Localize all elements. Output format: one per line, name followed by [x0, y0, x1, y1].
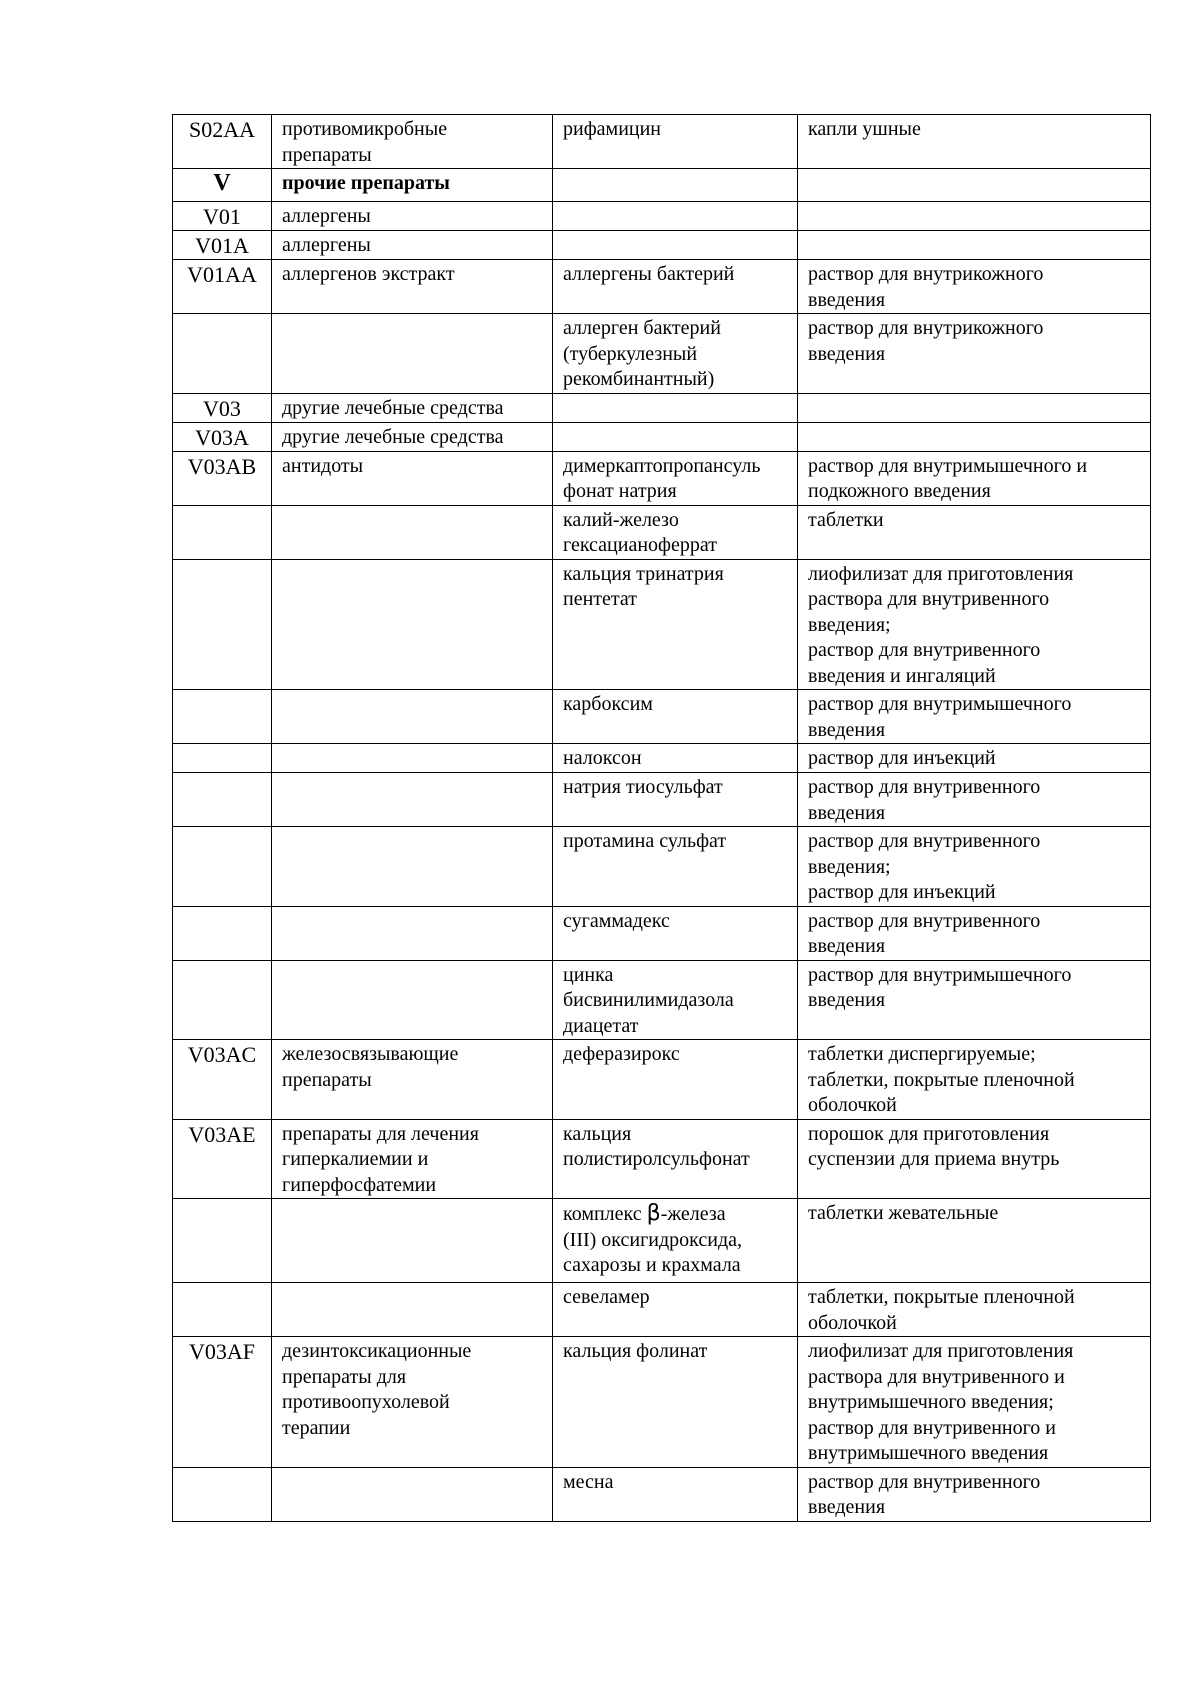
table-row — [173, 1337, 1151, 1468]
atc-code-cell — [173, 559, 272, 690]
anatomical-therapeutic-group-cell: аллергены — [272, 231, 553, 260]
dosage-form-cell: таблетки диспергируемые; таблетки, покрытые пленочной оболочкой — [798, 1040, 1151, 1120]
atc-code-cell: V01A — [173, 231, 272, 260]
drug-name-cell — [553, 202, 798, 231]
drug-name-cell: налоксон — [553, 744, 798, 773]
drug-name-cell: кальция фолинат — [553, 1337, 798, 1468]
anatomical-therapeutic-group-cell — [272, 505, 553, 559]
table-row — [173, 906, 1151, 960]
atc-code-cell — [173, 906, 272, 960]
drug-name-cell — [553, 393, 798, 422]
dosage-form-cell — [798, 169, 1151, 202]
anatomical-therapeutic-group-cell — [272, 773, 553, 827]
atc-code-cell — [173, 505, 272, 559]
table-row — [173, 1467, 1151, 1521]
atc-code-cell — [173, 690, 272, 744]
anatomical-therapeutic-group-cell — [272, 1283, 553, 1337]
drug-name-cell: севеламер — [553, 1283, 798, 1337]
atc-code-cell: V01AA — [173, 260, 272, 314]
table-row — [173, 773, 1151, 827]
anatomical-therapeutic-group-cell: препараты для лечения гиперкалиемии и гиперфосфатемии — [272, 1119, 553, 1199]
dosage-form-cell: таблетки — [798, 505, 1151, 559]
drug-name-text: комплекс — [563, 1203, 647, 1225]
dosage-form-cell: таблетки жевательные — [798, 1199, 1151, 1283]
dosage-form-cell: раствор для внутривенного введения — [798, 1467, 1151, 1521]
dosage-form-cell: раствор для внутрикожного введения — [798, 260, 1151, 314]
anatomical-therapeutic-group-cell: аллергены — [272, 202, 553, 231]
anatomical-therapeutic-group-cell: прочие препараты — [272, 169, 553, 202]
table-row — [173, 314, 1151, 394]
anatomical-therapeutic-group-cell — [272, 744, 553, 773]
drug-name-cell — [553, 422, 798, 451]
dosage-form-cell: раствор для внутримышечного и подкожного введения — [798, 451, 1151, 505]
table-row — [173, 231, 1151, 260]
dosage-form-cell: лиофилизат для приготовления раствора для внутривенного введения; раствор для внутривенного введения и ингаляций — [798, 559, 1151, 690]
drug-name-cell: цинка бисвинилимидазола диацетат — [553, 960, 798, 1040]
atc-code-cell: V03A — [173, 422, 272, 451]
drug-name-cell: кальция полистиролсульфонат — [553, 1119, 798, 1199]
anatomical-therapeutic-group-cell: дезинтоксикационные препараты для противоопухолевой терапии — [272, 1337, 553, 1468]
drug-name-cell: кальция тринатрия пентетат — [553, 559, 798, 690]
anatomical-therapeutic-group-cell — [272, 690, 553, 744]
dosage-form-cell: раствор для внутримышечного введения — [798, 690, 1151, 744]
dosage-form-cell: лиофилизат для приготовления раствора для внутривенного и внутримышечного введения; раствор для внутривенного и внутримышечного введения — [798, 1337, 1151, 1468]
drug-name-cell — [553, 231, 798, 260]
table-row — [173, 690, 1151, 744]
atc-code-cell — [173, 960, 272, 1040]
table-row — [173, 559, 1151, 690]
dosage-form-cell: раствор для внутривенного введения — [798, 906, 1151, 960]
atc-code-cell — [173, 314, 272, 394]
atc-code-cell — [173, 1283, 272, 1337]
table-row — [173, 1283, 1151, 1337]
atc-code-cell: V03AB — [173, 451, 272, 505]
drug-name-cell: рифамицин — [553, 115, 798, 169]
anatomical-therapeutic-group-cell — [272, 1199, 553, 1283]
dosage-form-cell: раствор для внутривенного введения; раствор для инъекций — [798, 827, 1151, 907]
dosage-form-cell: таблетки, покрытые пленочной оболочкой — [798, 1283, 1151, 1337]
anatomical-therapeutic-group-cell — [272, 960, 553, 1040]
table-row — [173, 451, 1151, 505]
atc-code-cell: V03AE — [173, 1119, 272, 1199]
table-row — [173, 505, 1151, 559]
drug-name-cell: калий-железо гексацианоферрат — [553, 505, 798, 559]
anatomical-therapeutic-group-cell — [272, 314, 553, 394]
dosage-form-cell — [798, 393, 1151, 422]
dosage-form-cell: порошок для приготовления суспензии для приема внутрь — [798, 1119, 1151, 1199]
table-row — [173, 260, 1151, 314]
atc-code-cell — [173, 1199, 272, 1283]
anatomical-therapeutic-group-cell: другие лечебные средства — [272, 393, 553, 422]
dosage-form-cell — [798, 202, 1151, 231]
table-row — [173, 960, 1151, 1040]
drug-name-cell: натрия тиосульфат — [553, 773, 798, 827]
drug-classification-table — [172, 114, 1151, 1522]
atc-code-cell: S02AA — [173, 115, 272, 169]
anatomical-therapeutic-group-cell — [272, 906, 553, 960]
anatomical-therapeutic-group-cell: другие лечебные средства — [272, 422, 553, 451]
anatomical-therapeutic-group-cell: антидоты — [272, 451, 553, 505]
drug-name-cell: карбоксим — [553, 690, 798, 744]
dosage-form-cell: раствор для внутримышечного введения — [798, 960, 1151, 1040]
drug-name-cell — [553, 1199, 798, 1283]
table-body — [173, 115, 1151, 1522]
atc-code-cell — [173, 773, 272, 827]
anatomical-therapeutic-group-cell: железосвязывающие препараты — [272, 1040, 553, 1120]
drug-name-cell: димеркаптопропансуль фонат натрия — [553, 451, 798, 505]
drug-name-cell: аллерген бактерий (туберкулезный рекомбинантный) — [553, 314, 798, 394]
anatomical-therapeutic-group-cell — [272, 827, 553, 907]
dosage-form-cell: раствор для внутривенного введения — [798, 773, 1151, 827]
atc-code-cell: V03 — [173, 393, 272, 422]
drug-name-cell — [553, 169, 798, 202]
table-row — [173, 827, 1151, 907]
drug-name-cell: сугаммадекс — [553, 906, 798, 960]
table-row — [173, 1040, 1151, 1120]
dosage-form-cell — [798, 422, 1151, 451]
atc-code-cell — [173, 744, 272, 773]
anatomical-therapeutic-group-cell: противомикробные препараты — [272, 115, 553, 169]
atc-code-cell — [173, 1467, 272, 1521]
atc-code-cell: V03AC — [173, 1040, 272, 1120]
anatomical-therapeutic-group-cell: аллергенов экстракт — [272, 260, 553, 314]
table-row — [173, 202, 1151, 231]
table-row — [173, 393, 1151, 422]
atc-code-cell: V — [173, 169, 272, 202]
table-row — [173, 744, 1151, 773]
table-row — [173, 422, 1151, 451]
anatomical-therapeutic-group-cell — [272, 559, 553, 690]
table-row — [173, 1199, 1151, 1283]
drug-name-cell: аллергены бактерий — [553, 260, 798, 314]
dosage-form-cell: раствор для инъекций — [798, 744, 1151, 773]
table-row — [173, 115, 1151, 169]
drug-name-cell: протамина сульфат — [553, 827, 798, 907]
table-row — [173, 169, 1151, 202]
dosage-form-cell: раствор для внутрикожного введения — [798, 314, 1151, 394]
beta-symbol: β — [646, 1201, 661, 1226]
atc-code-cell: V01 — [173, 202, 272, 231]
table-row — [173, 1119, 1151, 1199]
dosage-form-cell: капли ушные — [798, 115, 1151, 169]
atc-code-cell: V03AF — [173, 1337, 272, 1468]
drug-name-cell: деферазирокс — [553, 1040, 798, 1120]
anatomical-therapeutic-group-cell — [272, 1467, 553, 1521]
drug-name-cell: месна — [553, 1467, 798, 1521]
drug-name-text: -железа (III) оксигидроксида, сахарозы и крахмала — [563, 1203, 743, 1276]
dosage-form-cell — [798, 231, 1151, 260]
atc-code-cell — [173, 827, 272, 907]
